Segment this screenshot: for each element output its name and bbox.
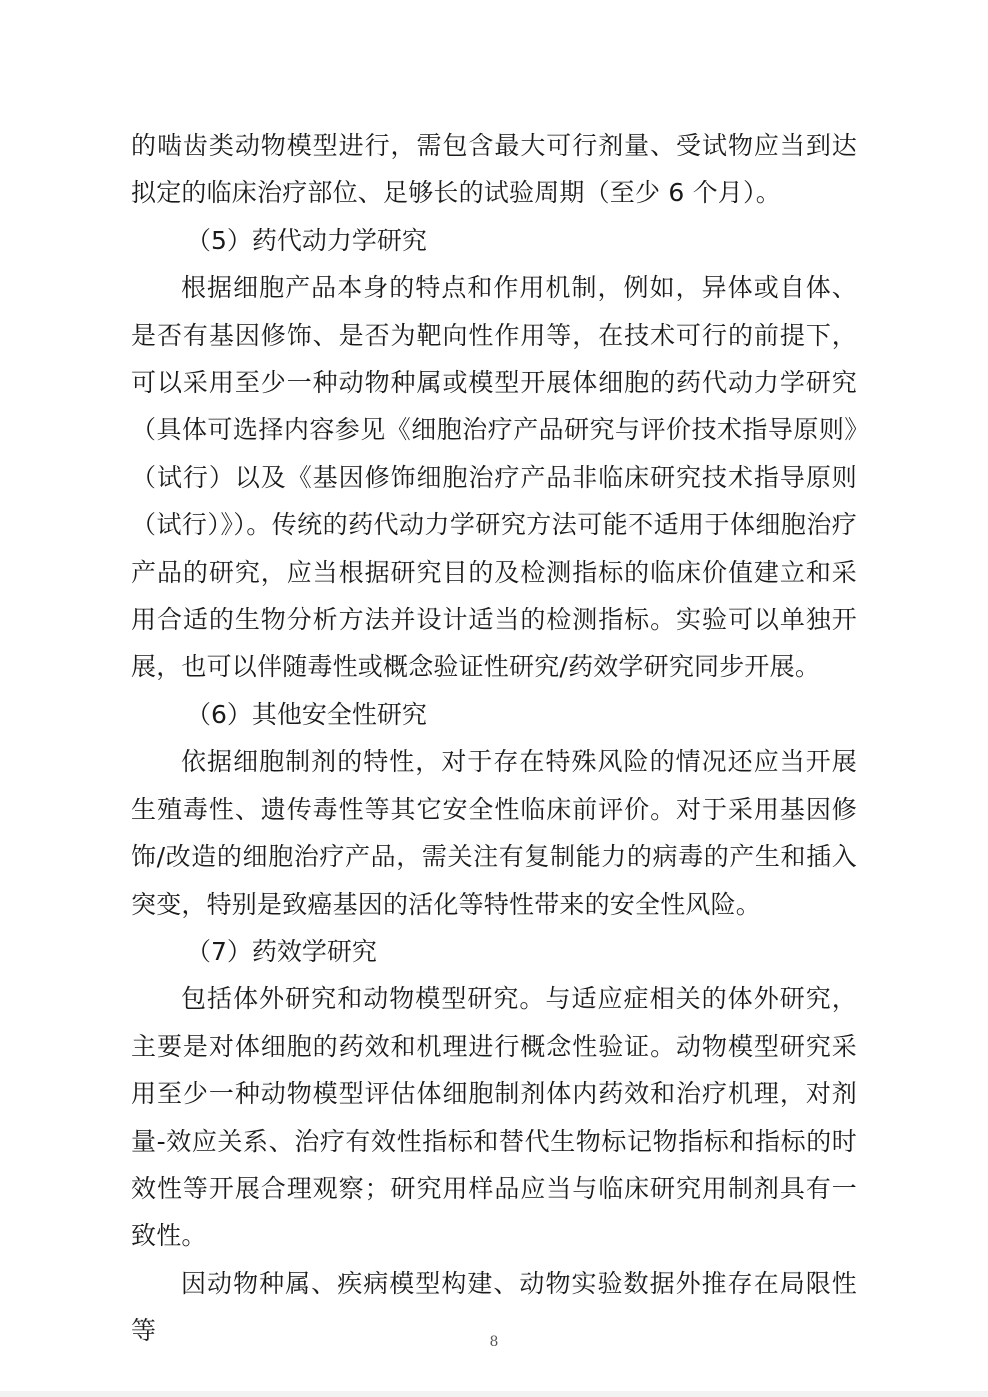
paragraph-other-safety: 依据细胞制剂的特性，对于存在特殊风险的情况还应当开展生殖毒性、遗传毒性等其它安全性临床前评价。对于采用基因修饰/改造的细胞治疗产品，需关注有复制能力的病毒的产生和插入突变，特别是致癌基因的活化等特性带来的安全性风险。	[131, 747, 857, 919]
paragraph-limitations: 因动物种属、疾病模型构建、动物实验数据外推存在局限性等	[131, 1268, 857, 1346]
page-number: 8	[489, 1334, 499, 1350]
section-heading-other-safety: （6）其他安全性研究	[186, 699, 427, 729]
paragraph-pharmacodynamics: 包括体外研究和动物模型研究。与适应症相关的体外研究，主要是对体细胞的药效和机理进行概念性验证。动物模型研究采用至少一种动物模型评估体细胞制剂体内药效和治疗机理，对剂量-效应关系、治疗有效性指标和替代生物标记物指标和指标的时效性等开展合理观察；研究用样品应当与临床研究用制剂具有一致性。	[131, 984, 857, 1251]
section-heading-pharmacokinetics: （5）药代动力学研究	[186, 225, 427, 255]
document-body	[131, 122, 857, 1355]
page-bottom-edge	[0, 1391, 988, 1397]
section-heading-pharmacodynamics: （7）药效学研究	[186, 936, 377, 966]
paragraph-continued: 的啮齿类动物模型进行，需包含最大可行剂量、受试物应当到达拟定的临床治疗部位、足够长的试验周期（至少 6 个月）。	[131, 131, 857, 208]
paragraph-pharmacokinetics: 根据细胞产品本身的特点和作用机制，例如，异体或自体、是否有基因修饰、是否为靶向性作用等，在技术可行的前提下，可以采用至少一种动物种属或模型开展体细胞的药代动力学研究（具体可选择内容参见《细胞治疗产品研究与评价技术指导原则》（试行）以及《基因修饰细胞治疗产品非临床研究技术指导原则（试行）》）。传统的药代动力学研究方法可能不适用于体细胞治疗产品的研究，应当根据研究目的及检测指标的临床价值建立和采用合适的生物分析方法并设计适当的检测指标。实验可以单独开展，也可以伴随毒性或概念验证性研究/药效学研究同步开展。	[131, 273, 857, 682]
